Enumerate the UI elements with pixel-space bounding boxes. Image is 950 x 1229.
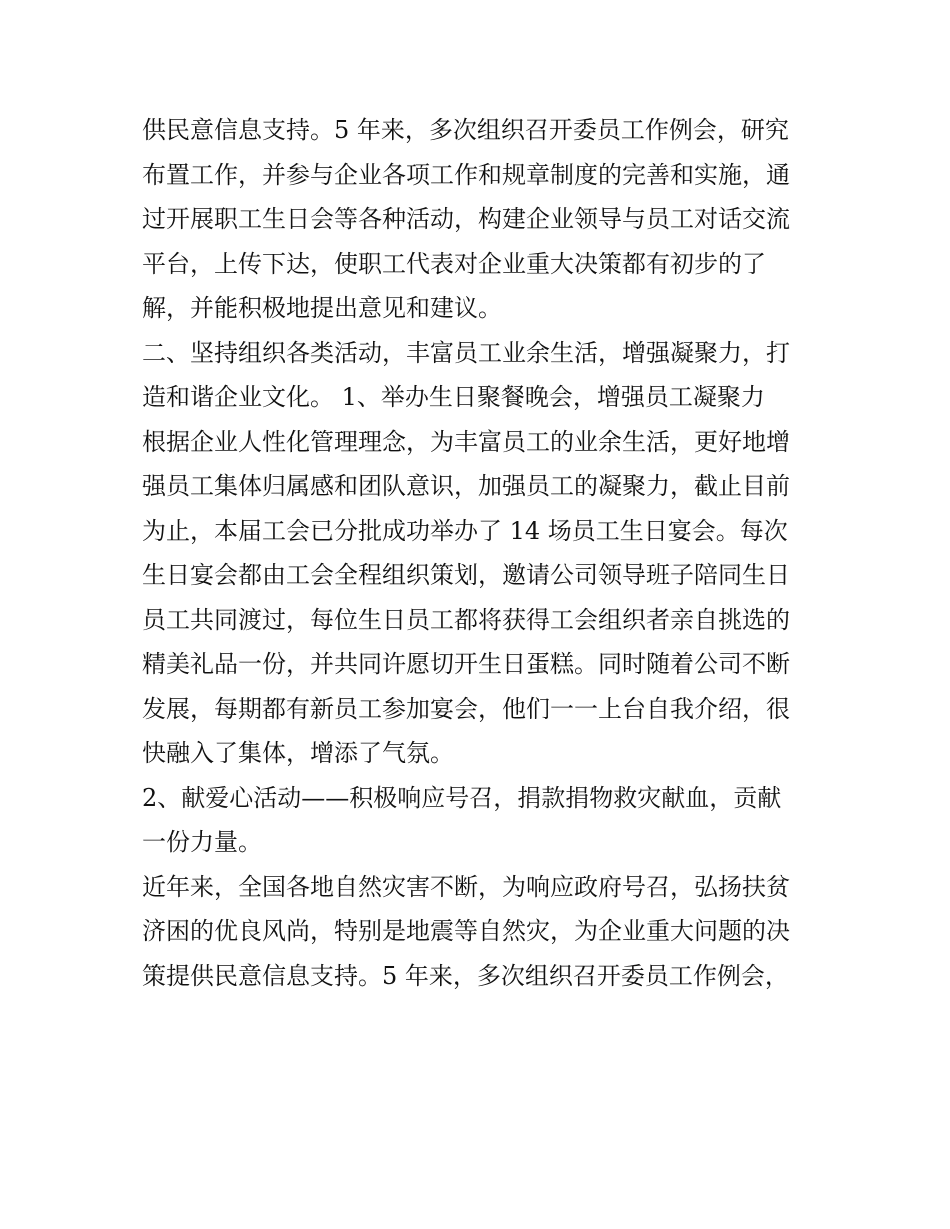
subsection-heading-line: 一份力量。 — [142, 828, 262, 856]
text-line: 发展，每期都有新员工参加宴会，他们一一上台自我介绍，很 — [142, 694, 790, 723]
section-heading-line: 造和谐企业文化。 1、举办生日聚餐晚会，增强员工凝聚力 — [142, 383, 765, 411]
text-line: 精美礼品一份，并共同许愿切开生日蛋糕。同时随着公司不断 — [142, 650, 790, 678]
text-line: 策提供民意信息支持。5 年来，多次组织召开委员工作例会， — [142, 961, 789, 990]
document-body — [142, 108, 817, 998]
text-line: 布置工作，并参与企业各项工作和规章制度的完善和实施，通 — [142, 160, 790, 189]
text-line: 济困的优良风尚，特别是地震等自然灾，为企业重大问题的决 — [142, 917, 790, 945]
text-line: 过开展职工生日会等各种活动，构建企业领导与员工对话交流 — [142, 205, 790, 233]
text-line: 供民意信息支持。5 年来，多次组织召开委员工作例会，研究 — [142, 116, 789, 144]
text-line: 解，并能积极地提出意见和建议。 — [142, 294, 502, 322]
subsection-heading-line: 2、献爱心活动——积极响应号召，捐款捐物救灾献血，贡献 — [142, 783, 782, 812]
text-line: 生日宴会都由工会全程组织策划，邀请公司领导班子陪同生日 — [142, 561, 790, 589]
text-line: 平台，上传下达，使职工代表对企业重大决策都有初步的了 — [142, 249, 766, 278]
section-heading-line: 二、坚持组织各类活动，丰富员工业余生活，增强凝聚力，打 — [142, 338, 790, 367]
text-line: 为止，本届工会已分批成功举办了 14 场员工生日宴会。每次 — [142, 516, 788, 545]
text-line: 根据企业人性化管理理念，为丰富员工的业余生活，更好地增 — [142, 427, 790, 456]
text-line: 快融入了集体，增添了气氛。 — [142, 739, 454, 767]
text-line: 员工共同渡过，每位生日员工都将获得工会组织者亲自挑选的 — [142, 605, 790, 634]
text-line: 强员工集体归属感和团队意识，加强员工的凝聚力，截止目前 — [142, 472, 790, 500]
text-line: 近年来，全国各地自然灾害不断，为响应政府号召，弘扬扶贫 — [142, 872, 790, 901]
